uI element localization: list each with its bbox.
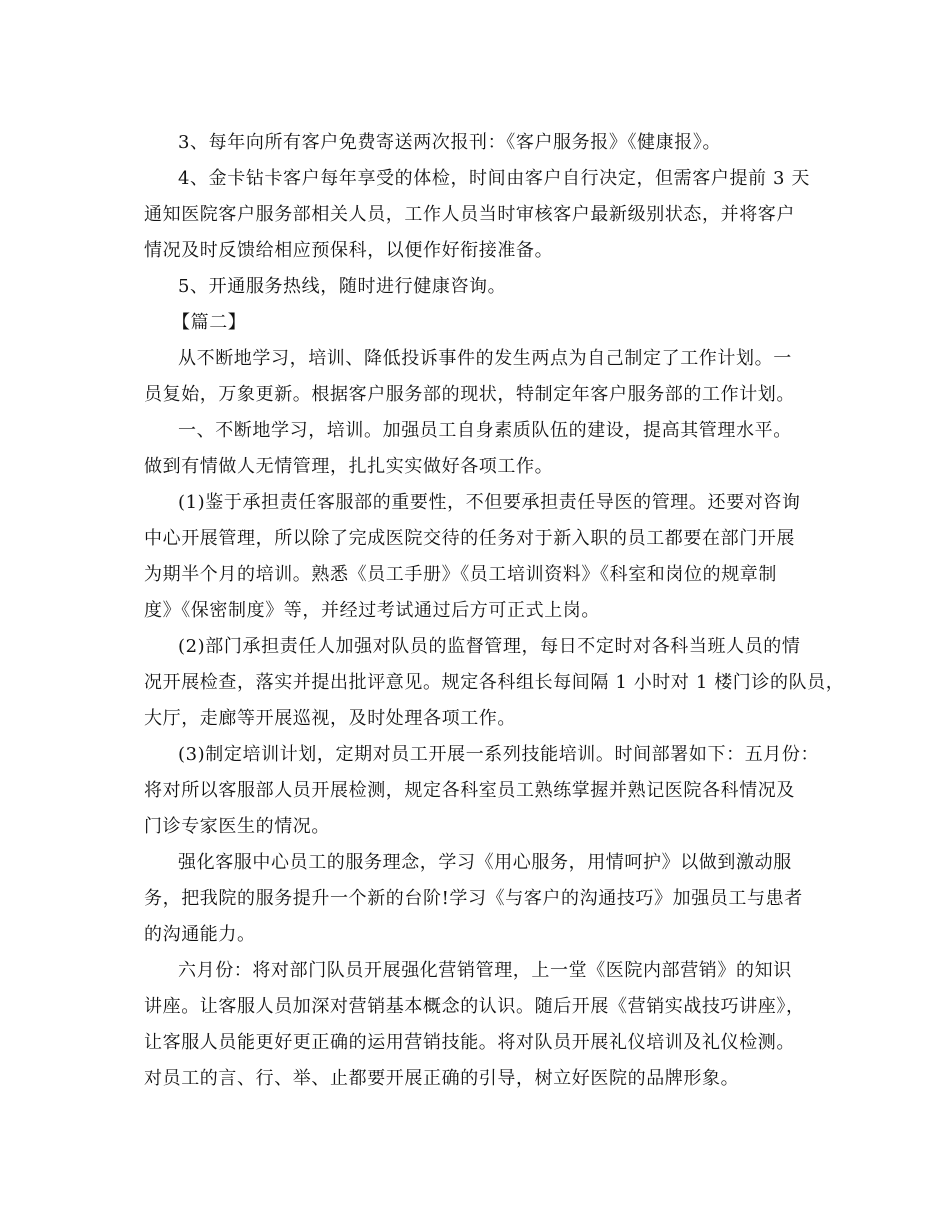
text-line: 员复始，万象更新。根据客户服务部的现状，特制定年客户服务部的工作计划。	[144, 384, 795, 405]
text-line: 做到有情做人无情管理，扎扎实实做好各项工作。	[144, 456, 554, 477]
text-line: 对员工的言、行、举、止都要开展正确的引导，树立好医院的品牌形象。	[144, 1068, 740, 1089]
text-line: (1)鉴于承担责任客服部的重要性，不但要承担责任导医的管理。还要对咨询	[178, 492, 801, 513]
text-line: 3、每年向所有客户免费寄送两次报刊：《客户服务报》《健康报》。	[178, 132, 722, 153]
text-line: (3)制定培训计划，定期对员工开展一系列技能培训。时间部署如下：五月份：	[178, 744, 820, 765]
text-line: 让客服人员能更好更正确的运用营销技能。将对队员开展礼仪培训及礼仪检测。	[144, 1032, 795, 1053]
text-line: 从不断地学习，培训、降低投诉事件的发生两点为自己制定了工作计划。一	[178, 348, 792, 369]
text-line: 强化客服中心员工的服务理念，学习《用心服务，用情呵护》以做到激动服	[178, 852, 792, 873]
text-line: 中心开展管理，所以除了完成医院交待的任务对于新入职的员工都要在部门开展	[144, 528, 795, 549]
text-line: (2)部门承担责任人加强对队员的监督管理，每日不定时对各科当班人员的情	[178, 636, 801, 657]
text-line: 的沟通能力。	[144, 924, 256, 945]
text-line: 况开展检查，落实并提出批评意见。规定各科组长每间隔 1 小时对 1 楼门诊的队员，	[144, 672, 845, 693]
text-line: 5、开通服务热线，随时进行健康咨询。	[178, 276, 507, 297]
text-line: 情况及时反馈给相应预保科，以便作好衔接准备。	[144, 240, 554, 261]
text-line: 讲座。让客服人员加深对营销基本概念的认识。随后开展《营销实战技巧讲座》，	[144, 996, 805, 1017]
text-line: 务，把我院的服务提升一个新的台阶!学习《与客户的沟通技巧》加强员工与患者	[144, 888, 803, 909]
text-line: 通知医院客户服务部相关人员，工作人员当时审核客户最新级别状态，并将客户	[144, 204, 795, 225]
text-line: 大厅，走廊等开展巡视，及时处理各项工作。	[144, 708, 516, 729]
text-line: 为期半个月的培训。熟悉《员工手册》《员工培训资料》《科室和岗位的规章制	[144, 564, 777, 585]
text-line: 度》《保密制度》等，并经过考试通过后方可正式上岗。	[144, 600, 600, 621]
section-heading: 【篇二】	[172, 312, 247, 333]
text-line: 将对所以客服部人员开展检测，规定各科室员工熟练掌握并熟记医院各科情况及	[144, 780, 795, 801]
text-line: 4、金卡钻卡客户每年享受的体检，时间由客户自行决定，但需客户提前 3 天	[178, 168, 810, 189]
text-line: 一、不断地学习，培训。加强员工自身素质队伍的建设，提高其管理水平。	[178, 420, 792, 441]
text-line: 六月份：将对部门队员开展强化营销管理，上一堂《医院内部营销》的知识	[178, 960, 792, 981]
text-line: 门诊专家医生的情况。	[144, 816, 330, 837]
